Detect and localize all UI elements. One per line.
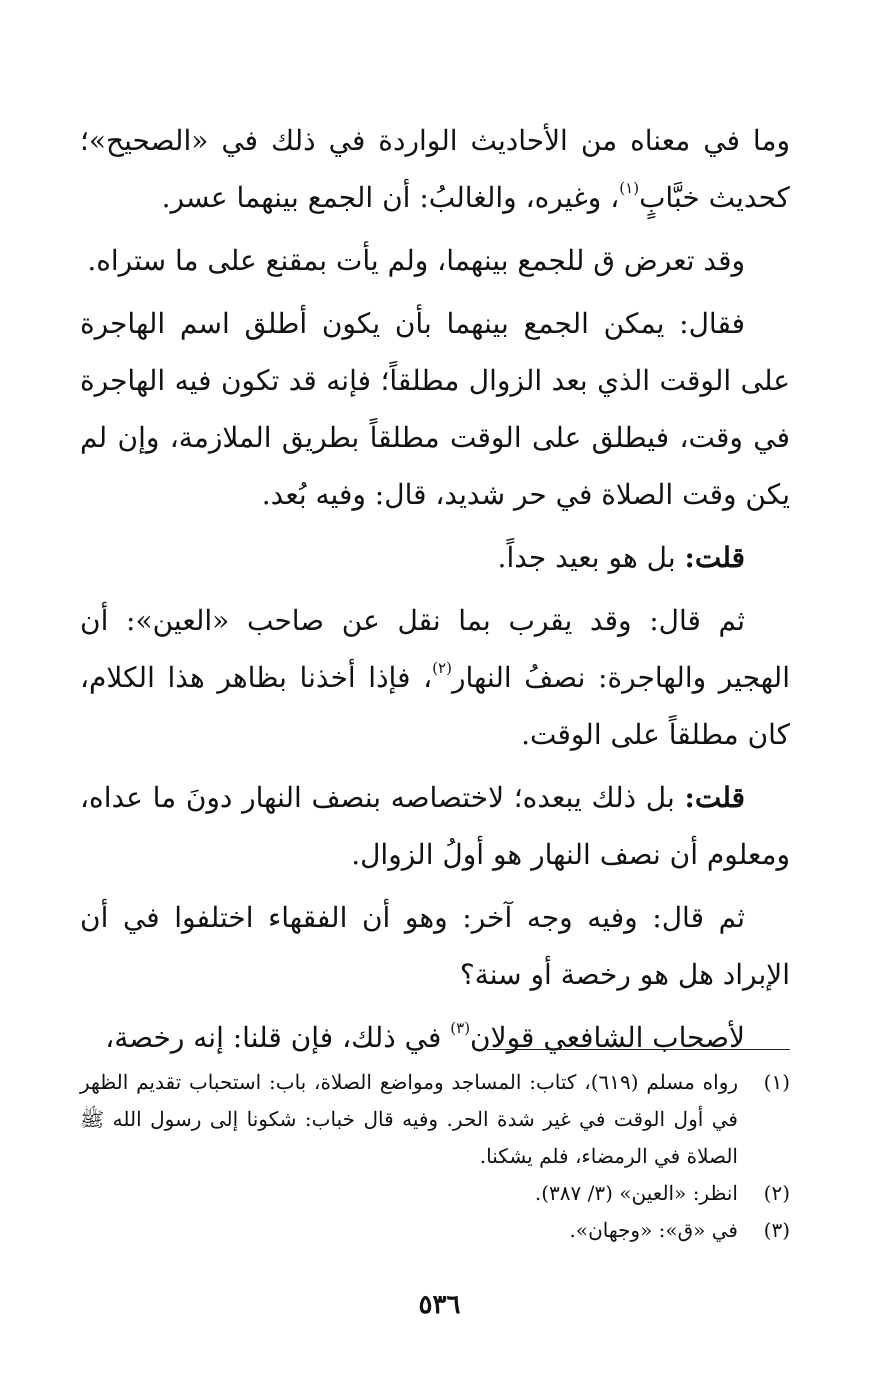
paragraph-7: ثم قال: وفيه وجه آخر: وهو أن الفقهاء اختلفوا في أن الإبراد هل هو رخصة أو سنة؟ <box>80 901 790 991</box>
qultu-keyword: قلت: <box>684 541 745 574</box>
paragraph-5: ثم قال: وقد يقرب بما نقل عن صاحب «العين»: أن الهجير والهاجرة: نصفُ النهار$^{(٢)}$، فإذا أخذنا بظاهر هذا الكلام، كان مطلقاً على الوقت. <box>80 604 790 751</box>
qultu-keyword: قلت: <box>684 781 745 814</box>
footnote-ref-2[interactable]: (٢) <box>432 659 452 677</box>
paragraph-6: قلت: بل ذلك يبعده؛ لاختصاصه بنصف النهار دونَ ما عداه، ومعلوم أن نصف النهار هو أولُ الزوال. <box>80 781 790 871</box>
footnote-number: (١) <box>763 1070 790 1094</box>
paragraph-8: لأصحاب الشافعي قولان$^{(٣)}$ في ذلك، فإن قلنا: إنه رخصة، <box>105 1019 745 1054</box>
footnote-divider <box>487 1049 790 1050</box>
main-text <box>80 112 790 1072</box>
paragraph-3: فقال: يمكن الجمع بينهما بأن يكون أطلق اسم الهاجرة على الوقت الذي بعد الزوال مطلقاً؛ فإنه قد تكون فيه الهاجرة في وقت، فيطلق على الوقت مطلقاً بطريق الملازمة، وإن لم يكن وقت الصلاة في حر شديد، قال: وفيه بُعد. <box>80 307 790 511</box>
footnote-text: رواه مسلم (٦١٩)، كتاب: المساجد ومواضع الصلاة، باب: استحباب تقديم الظهر في أول الوقت في غير شدة الحر. وفيه قال خباب: شكونا إلى رسول الله ﷺ الصلاة في الرمضاء، فلم يشكنا. <box>80 1070 739 1168</box>
footnote-1 <box>80 1064 790 1175</box>
footnote-number: (٣) <box>763 1218 790 1242</box>
footnote-ref-1[interactable]: (١) <box>619 179 640 197</box>
footnote-number: (٢) <box>763 1181 790 1205</box>
paragraph-2: وقد تعرض ق للجمع بينهما، ولم يأت بمقنع على ما ستراه. <box>87 244 745 277</box>
paragraph-1: وما في معناه من الأحاديث الواردة في ذلك في «الصحيح»؛ كحديث خبَّابٍ$^{(١)}$، وغيره، والغالبُ: أن الجمع بينهما عسر. <box>80 124 790 214</box>
footnote-text: في «ق»: «وجهان». <box>569 1218 738 1242</box>
page-number: ٥٣٦ <box>418 1290 461 1320</box>
paragraph-4: قلت: بل هو بعيد جداً. <box>497 541 745 574</box>
footnote-text: انظر: «العين» (٣/ ٣٨٧). <box>534 1181 738 1205</box>
footnote-ref-3[interactable]: (٣) <box>450 1019 471 1037</box>
footnotes <box>80 1064 790 1249</box>
footnote-2 <box>80 1175 790 1212</box>
footnote-3 <box>80 1212 790 1249</box>
